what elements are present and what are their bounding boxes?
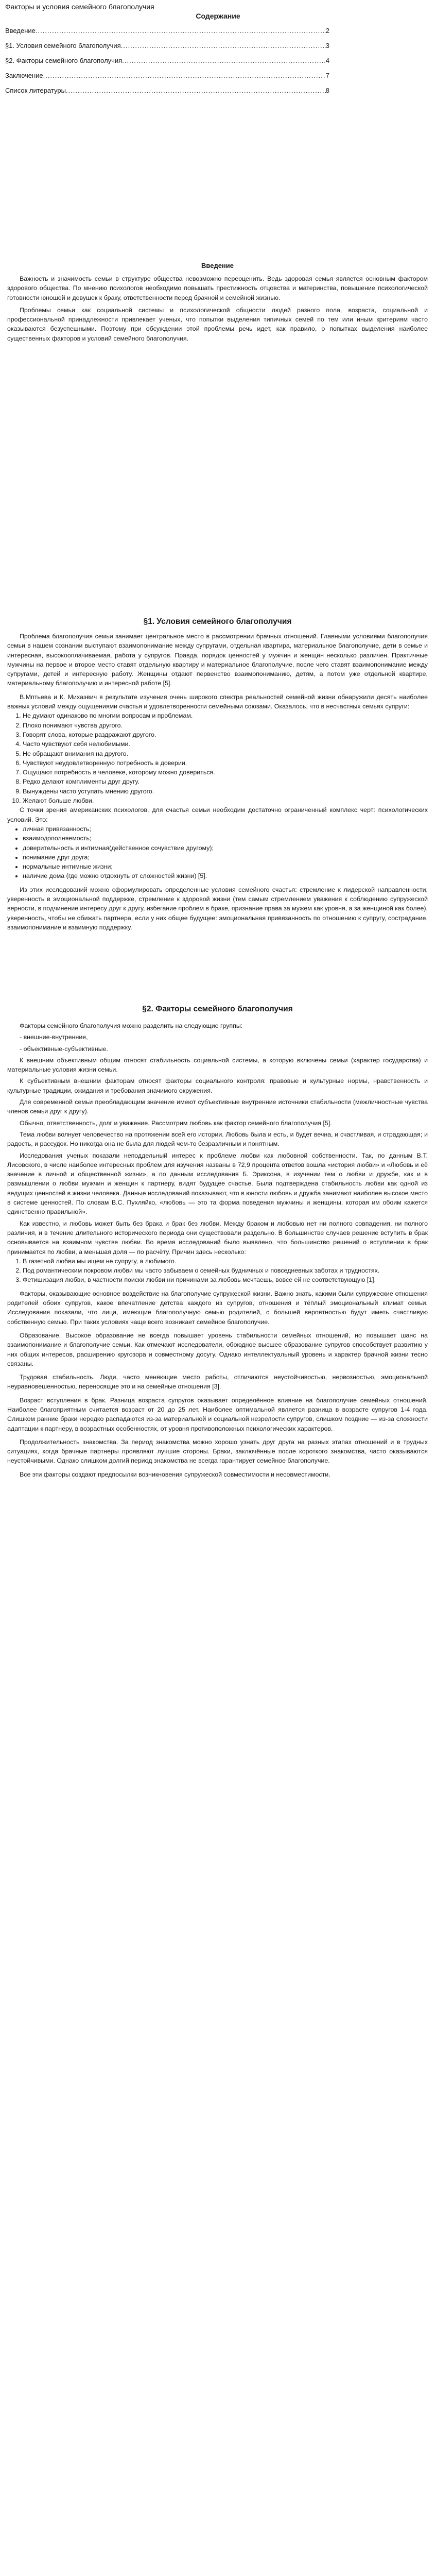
toc-item[interactable] — [5, 27, 329, 42]
list-item: 3. Фетишизация любви, в частности поиски любви ни причинами за любовь мечтаешь, вовсе ей не соответствующую [1]. — [23, 1275, 428, 1284]
section2-paragraph: Все эти факторы создают предпосылки возникновения супружеской совместимости и несовместимости. — [20, 1470, 330, 1478]
toc-leader-dots — [36, 27, 326, 35]
introduction-section — [7, 262, 428, 343]
toc-leader-dots — [122, 57, 326, 64]
section2-heading: §2. Факторы семейного благополучия — [142, 1005, 293, 1013]
toc-item-page: 7 — [325, 72, 329, 79]
section2-paragraph: Как известно, и любовь может быть без брака и брак без любви. Между браком и любовью нет ни полного совпадения, ни полного различия, и в течение длительного исторического периода они существовали раздельно. В большинстве случаев решение вступить в брак основывается на взаимном чувстве любви. Во время исследований было выявлено, что большинство решений о вступлении в брак принимается по любви, а меньшая доля — по расчёту. Причин здесь несколько: — [7, 1219, 428, 1256]
section2-paragraph: Для современной семьи преобладающим значение имеют субъективные внутренние источники стабильности (межличностные чувства членов семьи друг к другу). — [7, 1098, 428, 1115]
section2-paragraph: Продолжительность знакомства. За период знакомства можно хорошо узнать друг друга на разных этапах отношений и в трудных ситуациях, когда брачные партнеры проявляют лучшие стороны. Браки, заключённые после короткого знакомства, часто оказываются неустойчивыми. Однако слишком долгий период знакомства не всегда гарантирует семейное благополучие. — [7, 1438, 428, 1465]
toc-item[interactable] — [5, 42, 329, 57]
section2-paragraph: Исследования ученых показали неподдельный интерес к проблеме любви как любовной собственности. Так, по данным В.Т. Лисовского, в числе наиболее интересных проблем для изучения названы в 72,9 процента ответов вошла «история любви» и «Любовь и её значение в личной и общественной жизни», а по данным исследования Б. Эриксона, в изучении тем о любви и дружбе, как и в размышлении о любви мужчин и женщин к партнеру, видят будущее счастье. Была подтверждена стабильность любви как одной из ведущих ценностей в жизни человека. Данные исследований показывают, что в юности любовь и дружба занимают наиболее высокое место в системе ценностей. По словам В.С. Пухляйко, «любовь — это та форма поведения мужчины и женщины, которая им обоим кажется единственно правильной». — [7, 1151, 428, 1216]
list-item: 5. Не обращают внимания на другого. — [23, 749, 428, 758]
list-item: 7. Ощущают потребность в человеке, которому можно довериться. — [23, 768, 428, 777]
toc-item[interactable] — [5, 57, 329, 72]
toc-item-label: §1. Условия семейного благополучия — [5, 42, 121, 49]
toc-item-page: 4 — [325, 57, 329, 64]
toc-item-label: Список литературы — [5, 87, 66, 94]
list-item: • понимание друг друга; — [23, 853, 428, 862]
list-item: • нормальные интимные жизни; — [23, 862, 428, 871]
toc-item-page: 3 — [325, 42, 329, 49]
love-reasons-list — [7, 1257, 428, 1285]
list-item: • взаимодополняемость; — [23, 834, 428, 843]
section1-heading: §1. Условия семейного благополучия — [143, 617, 292, 626]
list-item: 10. Желают больше любви. — [23, 796, 428, 805]
toc-item[interactable] — [5, 72, 329, 87]
document-title: Факторы и условия семейного благополучия — [5, 3, 154, 11]
list-item: 1. Не думают одинаково по многим вопросам и проблемам. — [23, 711, 428, 720]
section2-paragraph: Обычно, ответственность, долг и уважение. Рассмотрим любовь как фактор семейного благополучия [5]. — [20, 1119, 332, 1127]
section1-paragraph: В.Мптьева и К. Михаэвич в результате изучения очень широкого спектра реальностей семейной жизни обнаружили десять наиболее важных условий между ощущениями счастья и удовлетворенности семейными союзами. Оказалось, что в несчастных семьях супруги: — [7, 693, 428, 710]
toc-item-label: Введение — [5, 27, 36, 35]
toc-leader-dots — [121, 42, 326, 49]
list-item: 1. В газетной любви мы ищем не супругу, а любимого. — [23, 1257, 428, 1266]
toc-item-page: 2 — [325, 27, 329, 35]
list-item: 3. Говорят слова, которые раздражают другого. — [23, 730, 428, 739]
table-of-contents — [5, 27, 329, 101]
section2-paragraph: Тема любви волнует человечество на протяжении всей его истории. Любовь была и есть, и будет вечна, и счастливая, и страдающая; и радость, и рассудок. Но никогда она не была для людей чем-то безразличным и понятным. — [7, 1130, 428, 1148]
section2-paragraph: К внешним объективным общим относят стабильность социальной системы, а которую включены семьи (характер государства) и материальные условия жизни семьи. — [7, 1056, 428, 1074]
toc-item-page: 8 — [325, 87, 329, 94]
section2-paragraph: К субъективным внешним факторам относят факторы социального контроля: правовые и культурные нормы, нравственность и культурные традиции, ожидания и требования значимого окружения. — [7, 1077, 428, 1094]
conditions-list — [7, 824, 428, 881]
toc-item-label: §2. Факторы семейного благополучия — [5, 57, 123, 64]
list-item: 2. Под романтическим покровом любви мы часто забываем о семейных будничных и повседневных заботах и трудностях. — [23, 1266, 428, 1275]
list-item: 8. Редко делают комплименты друг другу. — [23, 777, 428, 786]
section2-paragraph: Факторы, оказывающие основное воздействие на благополучие супружеской жизни. Важно знать, какими были супружеские отношения родителей обоих супругов, какое впечатление детства каждого из супругов, отношения и тёплый эмоциональный климат семьи. Исследования показали, что лица, имеющие благополучную семью родителей, с большей вероятностью будут иметь счастливую собственную семью. При таких условиях чаще всего возникает семейное благополучие. — [7, 1290, 428, 1326]
section1-paragraph: С точки зрения американских психологов, для счастья семьи необходим достаточно ограниченный комплекс черт: психологических условий. Это: — [7, 806, 428, 823]
toc-heading: Содержание — [196, 12, 240, 20]
list-item: • наличие дома (где можно отдохнуть от сложностей жизни) [5]. — [23, 871, 428, 880]
list-item: • личная привязанность; — [23, 824, 428, 834]
factor-group: - внешние-внутренние, — [20, 1033, 88, 1041]
introduction-heading: Введение — [201, 262, 234, 269]
section2-paragraph: Трудовая стабильность. Люди, часто меняющие место работы, отличаются неустойчивостью, нервозностью, эмоциональной неуравновешенностью, переносящие это и на семейные отношения [3]. — [7, 1374, 428, 1391]
toc-item-label: Заключение — [5, 72, 43, 79]
section2-paragraph: Образование. Высокое образование не всегда повышает уровень стабильности семейных отношений, но повышает шанс на взаимопонимание и благополучие семьи. Как отмечают исследователи, обоюдное высшее образование супругов способствует развитию у них общих интересов, расширению кругозора и совместному досугу. Однако интеллектуальный уровень и характер брачной жизни тесно связаны. — [7, 1331, 428, 1367]
intro-paragraph: Важность и значимость семьи в структуре общества невозможно переоценить. Ведь здоровая семья является основным фактором здорового общества. По мнению психологов необходимо повышать престижность отцовства и материнства, повышение психологической готовности юношей и девушек к браку, ответственности перед брачной и семейной жизнью. — [7, 275, 428, 301]
section1-paragraph: Проблема благополучия семьи занимает центральное место в рассмотрении брачных отношений. Главными условиями благополучия семьи в нашем сознании выступают взаимопонимание между супругами, отдельная квартира, материальное благополучие, дети в семье и интересная, высокооплачиваемая, работа у супругов. Правда, порядок ценностей у мужчин и женщин несколько различен. Практичные мужчины на первое и второе место ставят отдельную квартиру и материальное благополучие, после чего ставят взаимопонимание между супругами, детей и интересную работу. Женщины отдают первенство взаимопониманию, детям, а потом уже отдельной квартире, материальному благополучию и интересной работе [5]. — [7, 633, 428, 687]
section-factors — [7, 1005, 428, 1479]
intro-paragraph: Проблемы семьи как социальной системы и психологической общности людей разного пола, возраста, социальной и профессиональной принадлежности привлекает ученых, что попытки выделения типичных семей по тем или иным критериям часто оказываются безуспешными. Поэтому при обсуждении этой проблемы речь идет, как правило, о попытках выделения наиболее существенных факторов и условий семейного благополучия. — [7, 306, 428, 342]
list-item: 4. Часто чувствуют себя нелюбимыми. — [23, 739, 428, 749]
section2-paragraph: Факторы семейного благополучия можно разделить на следующие группы: — [20, 1022, 243, 1029]
section-conditions — [7, 617, 428, 932]
section1-paragraph: Из этих исследований можно сформулировать определенные условия семейного счастья: стремление к лидерской направленности, уверенность в эмоциональной поддержке, стремление к здоровой жизни (тем самым стремлением уважения к соблюдению супружеской верности, в подчинение интересу друг к другу, избегание проблем в браке, признание права за мужем как уровня, а за женщиной как более), уверенность, чтобы не обижать партнера, если у них общее будущее: эмоциональная привязанность по отношению к супругу, сострадание, взаимопонимание и взаимную поддержку. — [7, 886, 428, 931]
toc-leader-dots — [66, 87, 326, 94]
toc-leader-dots — [43, 72, 326, 79]
list-item: 6. Чувствуют неудовлетворенную потребность в доверии. — [23, 758, 428, 768]
toc-item[interactable] — [5, 87, 329, 101]
list-item: 2. Плохо понимают чувства другого. — [23, 721, 428, 730]
factor-group: - объективные-субъективные. — [20, 1045, 108, 1053]
list-item: • доверительность и интимная(действенное сочувствие другому); — [23, 843, 428, 853]
section2-paragraph: Возраст вступления в брак. Разница возраста супругов оказывает определённое влияние на благополучие семейных отношений. Наиболее благоприятным считается возраст от 20 до 25 лет. Наиболее оптимальной является разница в возрасте супругов 1-4 года. Слишком ранние браки нередко распадаются из-за материальной и социальной незрелости супругов, слишком поздние — из-за сложности адаптации к партнеру, в возрастных особенностях, от уровня противоположных психологических характеров. — [7, 1396, 428, 1432]
list-item: 9. Вынуждены часто уступать мнению другого. — [23, 787, 428, 796]
unhappy-signs-list — [7, 711, 428, 805]
